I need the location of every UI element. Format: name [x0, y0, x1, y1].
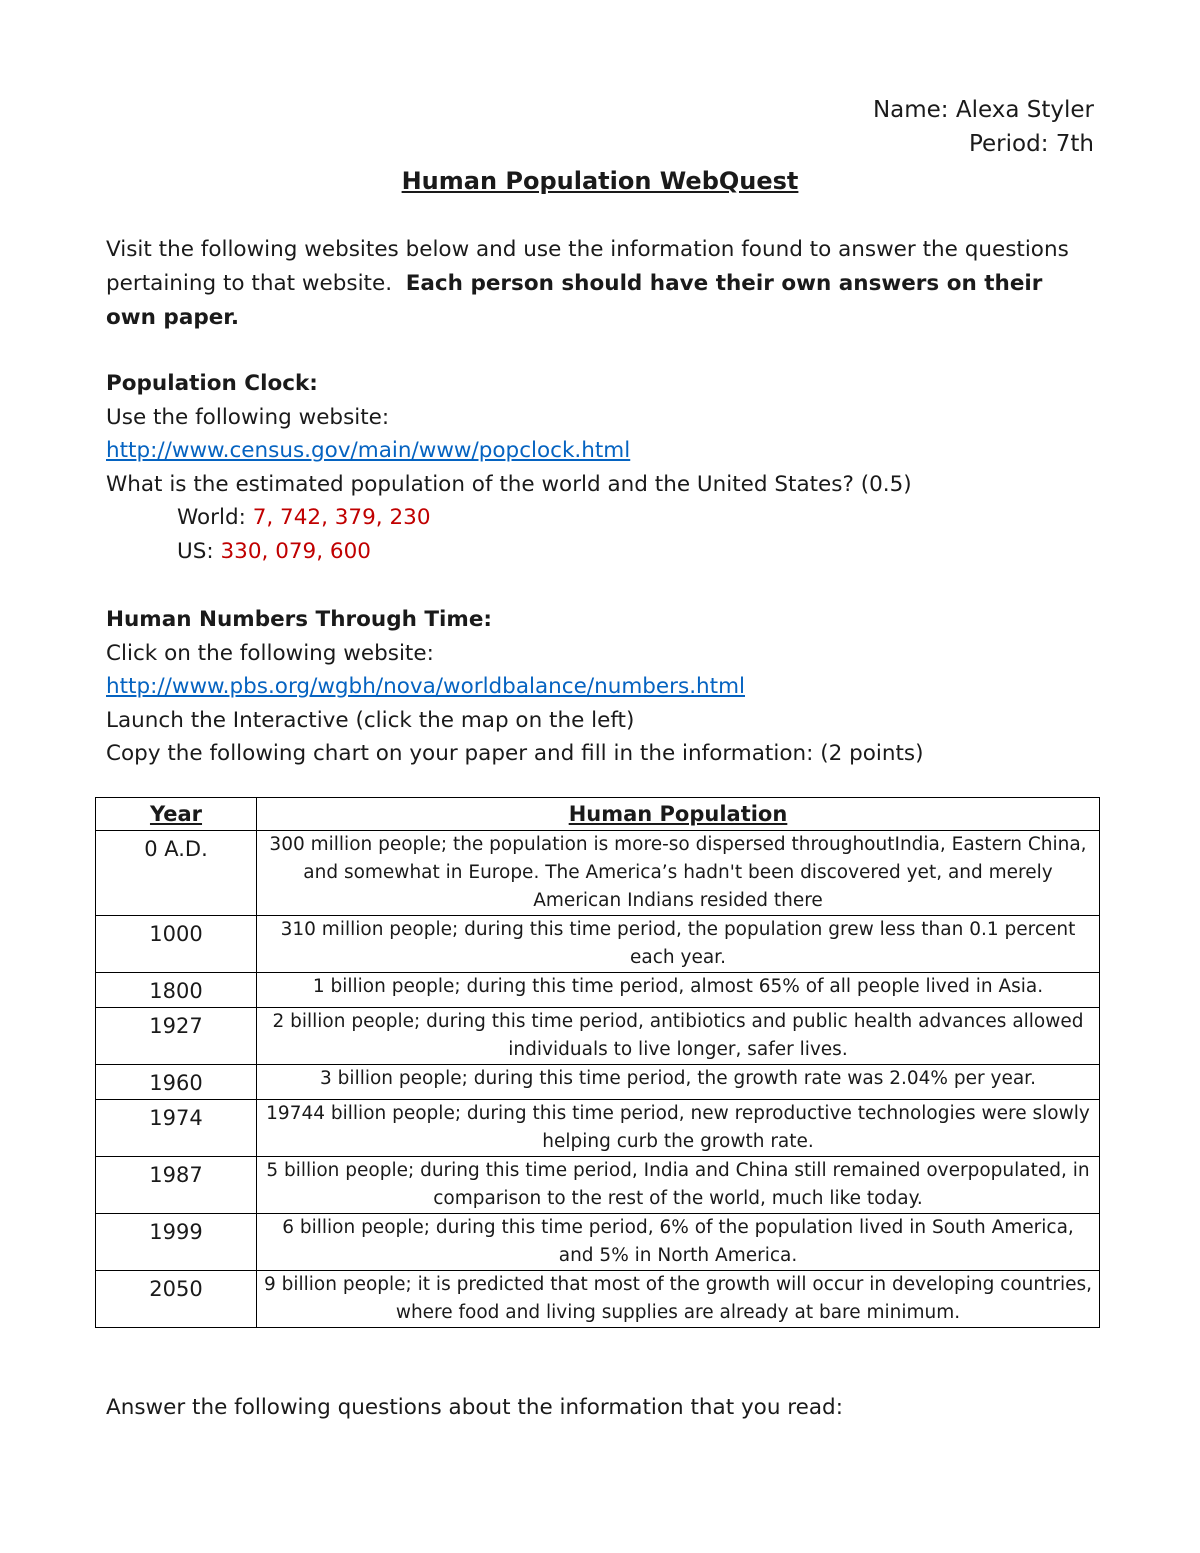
table-row: [96, 1157, 1100, 1214]
population-cell: 310 million people; during this time period, the population grew less than 0.1 percent each year.: [257, 916, 1100, 973]
period-label: Period:: [968, 131, 1049, 157]
us-value: 330, 079, 600: [220, 538, 371, 564]
population-cell: 9 billion people; it is predicted that most of the growth will occur in developing countries, where food and living supplies are already at bare minimum.: [257, 1271, 1100, 1328]
population-clock-instruction: Use the following website:: [106, 404, 390, 430]
name-line: [873, 93, 1094, 127]
population-question: What is the estimated population of the world and the United States? (0.5): [106, 471, 912, 497]
table-row: [96, 1065, 1100, 1100]
table-row: [96, 1100, 1100, 1157]
year-cell: 1974: [96, 1100, 257, 1157]
pbs-link[interactable]: http://www.pbs.org/wgbh/nova/worldbalance/numbers.html: [106, 674, 745, 699]
name-value: Alexa Styler: [955, 97, 1094, 123]
population-cell: 19744 billion people; during this time period, new reproductive technologies were slowly helping curb the growth rate.: [257, 1100, 1100, 1157]
population-column-header: Human Population: [257, 798, 1100, 831]
human-numbers-instruction: Click on the following website:: [106, 640, 434, 666]
population-clock-heading: Population Clock:: [106, 371, 318, 396]
year-cell: 0 A.D.: [96, 831, 257, 916]
population-table: [95, 797, 1100, 1328]
table-row: [96, 1214, 1100, 1271]
population-cell: 300 million people; the population is more-so dispersed throughoutIndia, Eastern China, and somewhat in Europe. The America’s hadn't been discovered yet, and merely American Indians resided there: [257, 831, 1100, 916]
year-cell: 1987: [96, 1157, 257, 1214]
table-header-row: [96, 798, 1100, 831]
period-line: [873, 127, 1094, 161]
population-cell: 5 billion people; during this time period, India and China still remained overpopulated, in comparison to the rest of the world, much like today.: [257, 1157, 1100, 1214]
page-title: Human Population WebQuest: [401, 167, 799, 195]
table-row: [96, 1271, 1100, 1328]
table-row: [96, 1008, 1100, 1065]
population-cell: 6 billion people; during this time period, 6% of the population lived in South America, and 5% in North America.: [257, 1214, 1100, 1271]
intro-bold-text: Each person should have their own answers on their own paper.: [106, 271, 1043, 330]
name-label: Name:: [872, 97, 949, 123]
intro-paragraph: [106, 233, 1096, 335]
table-row: [96, 973, 1100, 1008]
year-cell: 1960: [96, 1065, 257, 1100]
us-answer-line: [106, 535, 1096, 569]
year-cell: 1927: [96, 1008, 257, 1065]
table-row: [96, 831, 1100, 916]
world-label: World:: [177, 505, 246, 530]
year-cell: 1999: [96, 1214, 257, 1271]
human-numbers-heading: Human Numbers Through Time:: [106, 607, 493, 632]
population-cell: 3 billion people; during this time period, the growth rate was 2.04% per year.: [257, 1065, 1100, 1100]
intro-text: Visit the following websites below and use the information found to answer the questions pertaining to that website.: [106, 237, 1069, 296]
us-label: US:: [177, 538, 214, 564]
table-row: [96, 916, 1100, 973]
human-numbers-section: [106, 603, 1096, 771]
population-cell: 1 billion people; during this time period, almost 65% of all people lived in Asia.: [257, 973, 1100, 1008]
world-answer-line: [106, 501, 1096, 535]
human-numbers-step1: Launch the Interactive (click the map on the left): [106, 707, 635, 733]
year-column-header: Year: [96, 798, 257, 831]
period-value: 7th: [1055, 131, 1094, 157]
human-numbers-step2: Copy the following chart on your paper and fill in the information: (2 points): [106, 741, 924, 766]
year-cell: 1000: [96, 916, 257, 973]
population-clock-section: [106, 367, 1096, 568]
world-value: 7, 742, 379, 230: [252, 505, 431, 530]
year-cell: 2050: [96, 1271, 257, 1328]
closing-instruction: Answer the following questions about the information that you read:: [106, 1395, 843, 1420]
year-cell: 1800: [96, 973, 257, 1008]
student-info: [873, 93, 1094, 161]
census-link[interactable]: http://www.census.gov/main/www/popclock.html: [106, 438, 631, 463]
population-cell: 2 billion people; during this time period, antibiotics and public health advances allowed individuals to live longer, safer lives.: [257, 1008, 1100, 1065]
